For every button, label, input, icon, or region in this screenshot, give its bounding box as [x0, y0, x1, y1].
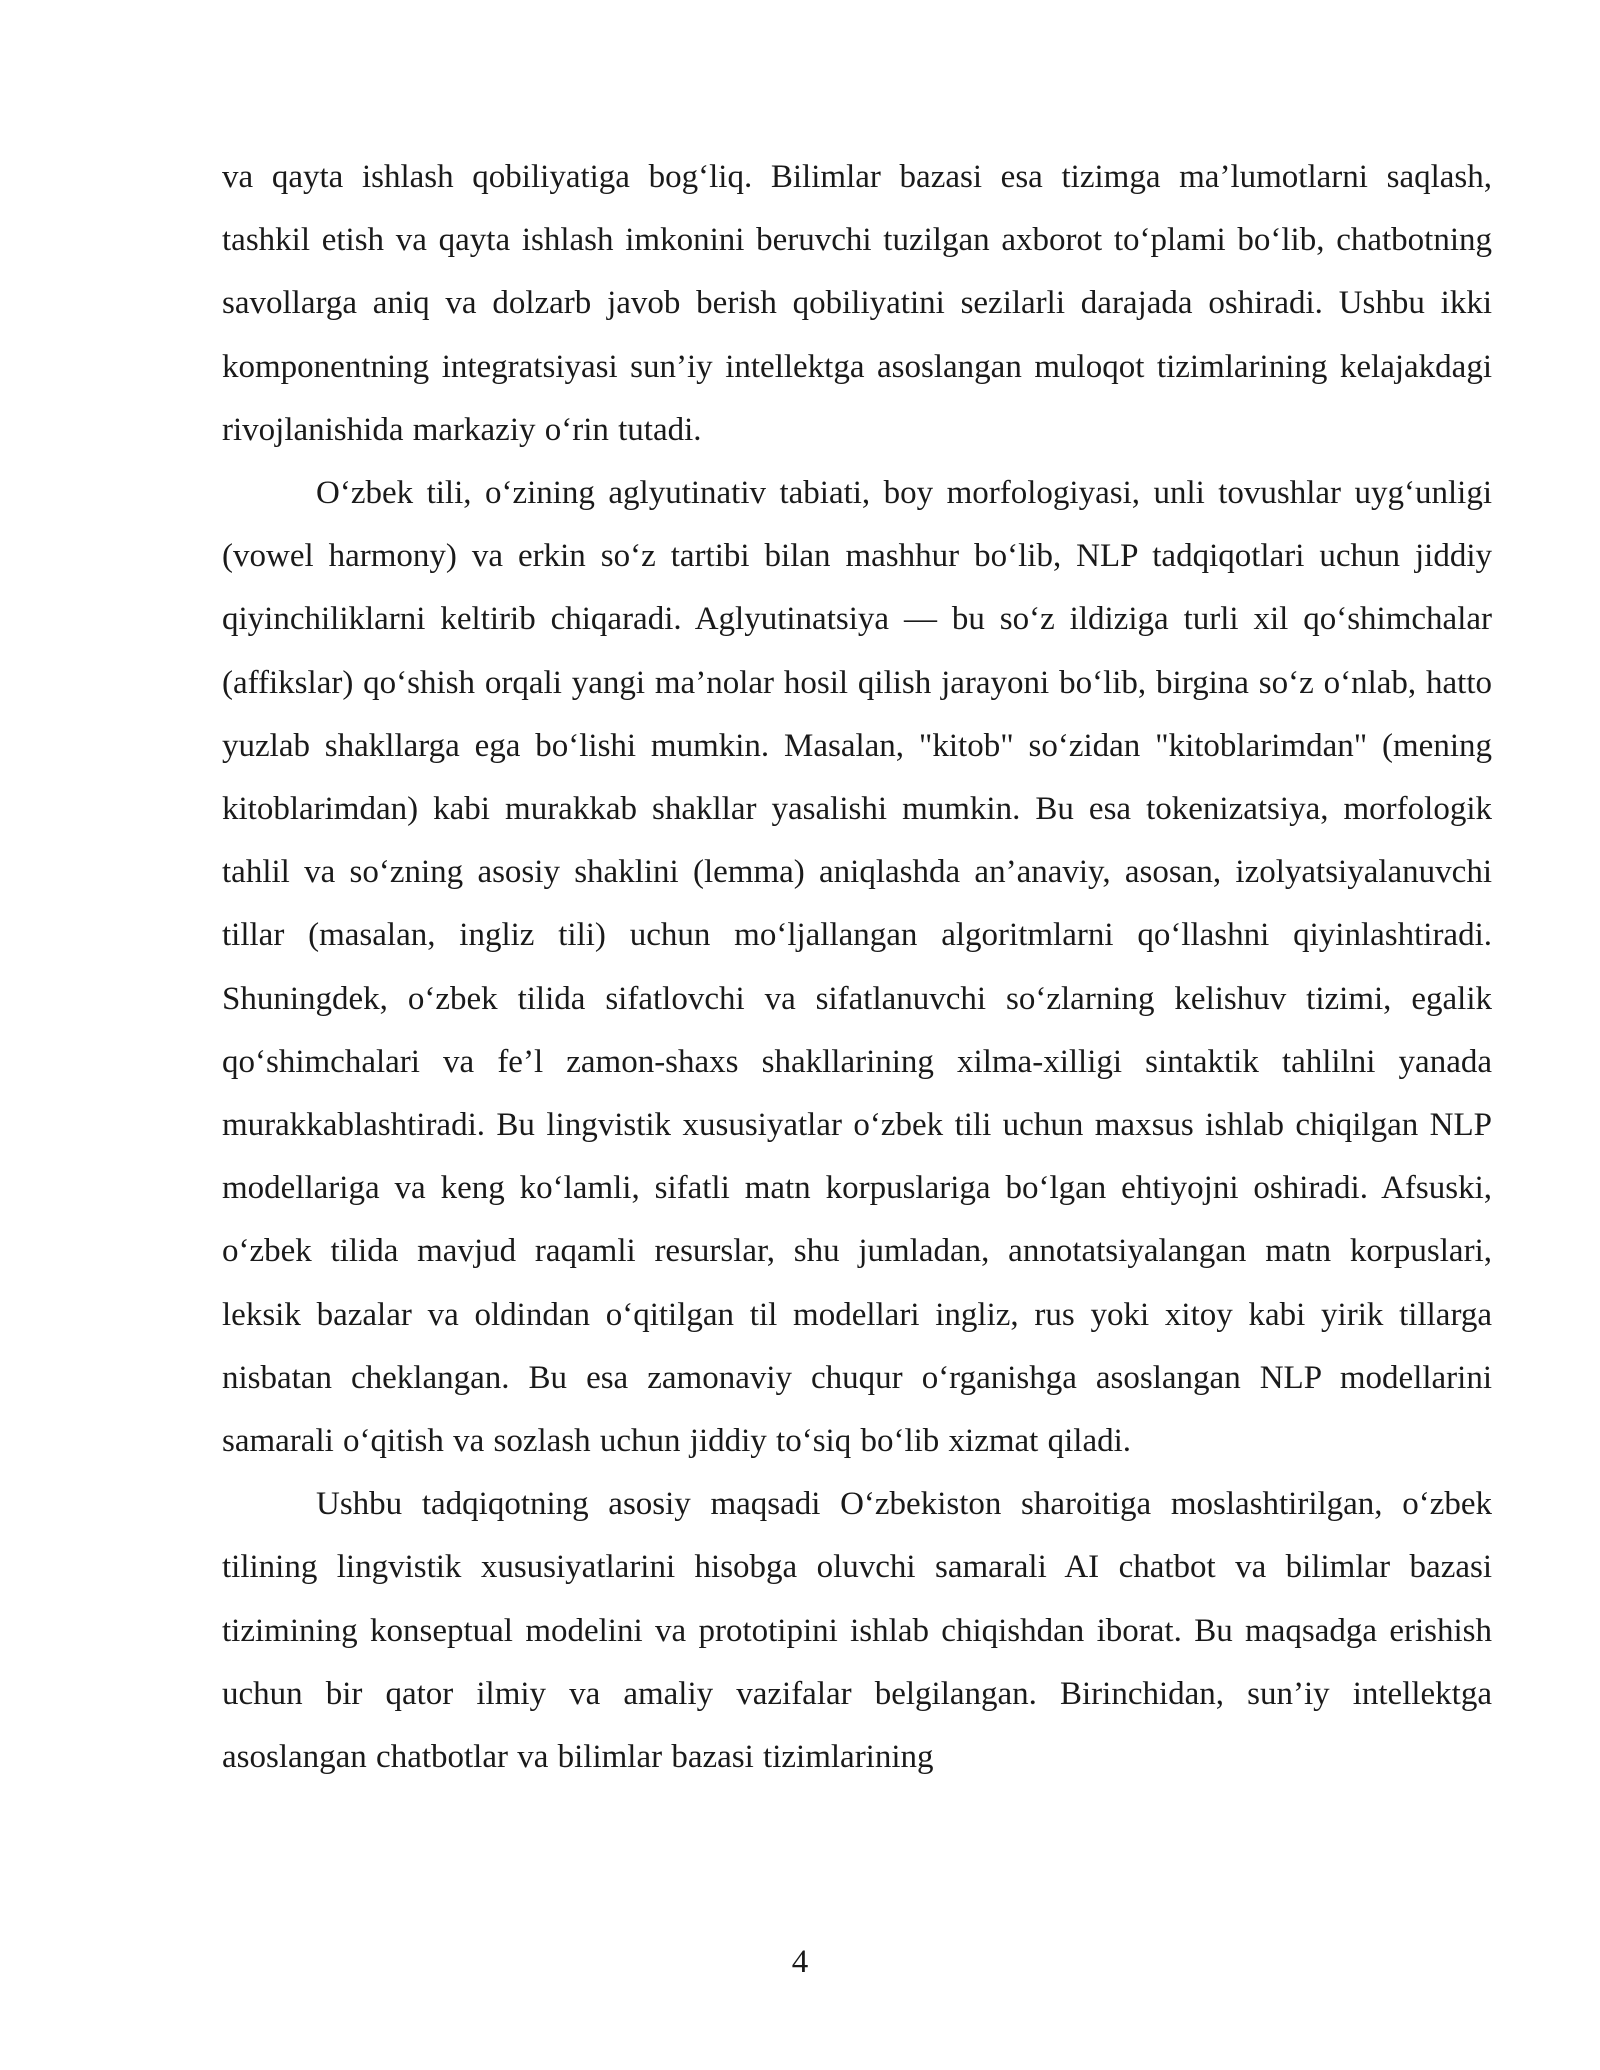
paragraph-1: va qayta ishlash qobiliyatiga bog‘liq. Bilimlar bazasi esa tizimga ma’lumotlarni saqlash, tashkil etish va qayta ishlash imkonini beruvchi tuzilgan axborot to‘plami bo‘lib, chatbotning savollarga aniq va dolzarb javob berish qobiliyatini sezilarli darajada oshiradi. Ushbu ikki komponentning integratsiyasi sun’iy intellektga asoslangan muloqot tizimlarining kelajakdagi rivojlanishida markaziy o‘rin tutadi. [222, 159, 1492, 448]
paragraph-2: O‘zbek tili, o‘zining aglyutinativ tabiati, boy morfologiyasi, unli tovushlar uyg‘unligi (vowel harmony) va erkin so‘z tartibi bilan mashhur bo‘lib, NLP tadqiqotlari uchun jiddiy qiyinchiliklarni keltirib chiqaradi. Aglyutinatsiya — bu so‘z ildiziga turli xil qo‘shimchalar (affikslar) qo‘shish orqali yangi ma’nolar hosil qilish jarayoni bo‘lib, birgina so‘z o‘nlab, hatto yuzlab shakllarga ega bo‘lishi mumkin. Masalan, "kitob" so‘zidan "kitoblarimdan" (mening kitoblarimdan) kabi murakkab shakllar yasalishi mumkin. Bu esa tokenizatsiya, morfologik tahlil va so‘zning asosiy shaklini (lemma) aniqlashda an’anaviy, asosan, izolyatsiyalanuvchi tillar (masalan, ingliz tili) uchun mo‘ljallangan algoritmlarni qo‘llashni qiyinlashtiradi. Shuningdek, o‘zbek tilida sifatlovchi va sifatlanuvchi so‘zlarning kelishuv tizimi, egalik qo‘shimchalari va fe’l zamon-shaxs shakllarining xilma-xilligi sintaktik tahlilni yanada murakkablashtiradi. Bu lingvistik xususiyatlar o‘zbek tili uchun maxsus ishlab chiqilgan NLP modellariga va keng ko‘lamli, sifatli matn korpuslariga bo‘lgan ehtiyojni oshiradi. Afsuski, o‘zbek tilida mavjud raqamli resurslar, shu jumladan, annotatsiyalangan matn korpuslari, leksik bazalar va oldindan o‘qitilgan til modellari ingliz, rus yoki xitoy kabi yirik tillarga nisbatan cheklangan. Bu esa zamonaviy chuqur o‘rganishga asoslangan NLP modellarini samarali o‘qitish va sozlash uchun jiddiy to‘siq bo‘lib xizmat qiladi. [222, 475, 1492, 1460]
page-number: 4 [791, 1944, 809, 1980]
paragraph-3: Ushbu tadqiqotning asosiy maqsadi O‘zbekiston sharoitiga moslashtirilgan, o‘zbek tilining lingvistik xususiyatlarini hisobga oluvchi samarali AI chatbot va bilimlar bazasi tizimining konseptual modelini va prototipini ishlab chiqishdan iborat. Bu maqsadga erishish uchun bir qator ilmiy va amaliy vazifalar belgilangan. Birinchidan, sun’iy intellektga asoslangan chatbotlar va bilimlar bazasi tizimlarining [222, 1486, 1492, 1776]
body-text [222, 146, 1492, 1789]
